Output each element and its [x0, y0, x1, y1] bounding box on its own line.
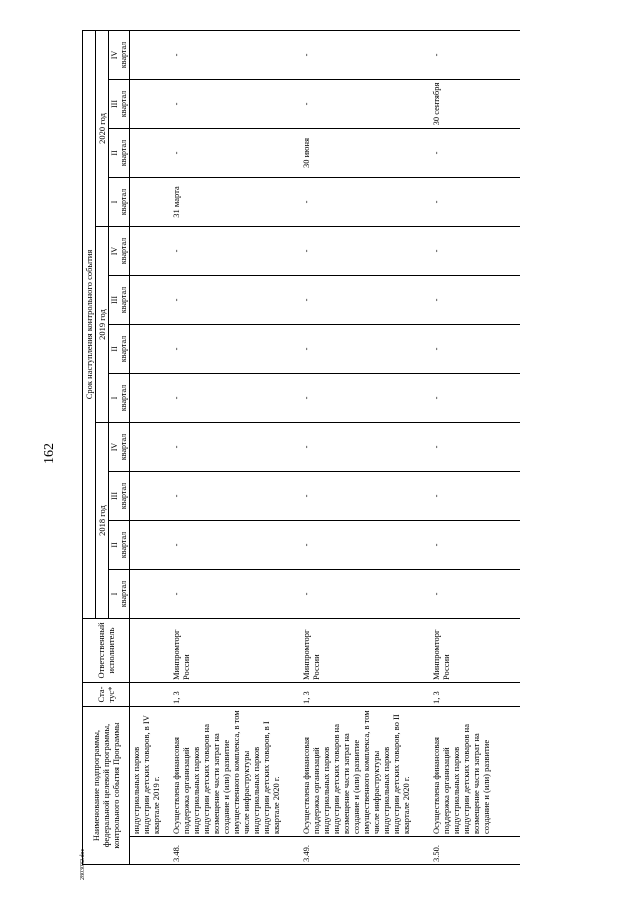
header-quarter	[109, 276, 130, 325]
row-quarter-value: -	[170, 227, 300, 276]
row-quarter-value: 30 сентября	[430, 80, 520, 129]
row-quarter-value: -	[170, 325, 300, 374]
row-quarter-value: 30 июня	[300, 129, 430, 178]
control-events-table	[82, 30, 520, 865]
quarter-word: квартал	[119, 237, 128, 265]
header-quarter	[109, 325, 130, 374]
row-quarter-value: -	[170, 276, 300, 325]
quarter-word: квартал	[119, 90, 128, 118]
row-executor	[130, 619, 170, 683]
row-executor: Минпромторг России	[430, 619, 520, 683]
row-quarter-value: -	[300, 570, 430, 619]
header-quarter	[109, 30, 130, 79]
quarter-numeral: I	[110, 200, 119, 204]
quarter-numeral: II	[110, 150, 119, 156]
header-name: Наименование подпрограммы, федеральной целевой программы, контрольного события Программы	[83, 707, 130, 865]
header-year-2018: 2018 год	[96, 423, 109, 619]
row-quarter-value: -	[300, 472, 430, 521]
quarter-numeral: IV	[110, 442, 119, 452]
row-status: 1, 3	[170, 683, 300, 707]
row-quarter-value: -	[430, 30, 520, 79]
row-quarter-value: -	[300, 325, 430, 374]
header-quarter	[109, 521, 130, 570]
row-name: индустриальных парков индустрии детских товаров, в IV квартале 2019 г.	[130, 707, 170, 837]
table-header	[83, 30, 130, 864]
row-name: Осуществлена финансовая поддержка организаций индустриальных парков индустрии детских товаров на возмещение части затрат на создание и (или) развитие имущественного комплекса, в том числе инфраструктуры индустриальных парков индустрии детских товаров, в I квартале 2020 г.	[170, 707, 300, 837]
row-executor: Минпромторг России	[300, 619, 430, 683]
row-status: 1, 3	[300, 683, 430, 707]
row-quarter-value	[130, 472, 170, 521]
quarter-numeral: III	[110, 100, 119, 108]
row-quarter-value	[130, 30, 170, 79]
quarter-numeral: II	[110, 346, 119, 352]
row-quarter-value	[130, 178, 170, 227]
header-quarter	[109, 129, 130, 178]
row-quarter-value	[130, 129, 170, 178]
header-year-2020: 2020 год	[96, 30, 109, 226]
row-quarter-value: -	[300, 374, 430, 423]
row-quarter-value: -	[430, 570, 520, 619]
header-quarter	[109, 374, 130, 423]
row-status: 1, 3	[430, 683, 520, 707]
quarter-numeral: II	[110, 542, 119, 548]
row-quarter-value: -	[430, 325, 520, 374]
header-quarter	[109, 80, 130, 129]
row-quarter-value	[130, 570, 170, 619]
header-year-2019: 2019 год	[96, 227, 109, 423]
row-quarter-value: -	[430, 276, 520, 325]
quarter-word: квартал	[119, 580, 128, 608]
row-quarter-value: -	[300, 423, 430, 472]
quarter-word: квартал	[119, 139, 128, 167]
row-quarter-value: -	[430, 129, 520, 178]
row-number	[130, 837, 170, 865]
page-number: 162	[42, 443, 57, 464]
row-quarter-value: -	[170, 374, 300, 423]
row-quarter-value	[130, 276, 170, 325]
table-row	[170, 30, 300, 864]
row-quarter-value: -	[300, 178, 430, 227]
row-quarter-value	[130, 227, 170, 276]
row-quarter-value: -	[300, 80, 430, 129]
header-quarter	[109, 423, 130, 472]
row-quarter-value: -	[300, 276, 430, 325]
row-quarter-value: -	[430, 374, 520, 423]
footer-doc-id: 2803032.doc	[80, 848, 86, 880]
quarter-word: квартал	[119, 188, 128, 216]
row-quarter-value: -	[170, 472, 300, 521]
row-quarter-value: -	[430, 472, 520, 521]
quarter-word: квартал	[119, 531, 128, 559]
quarter-numeral: I	[110, 396, 119, 400]
row-quarter-value: -	[170, 129, 300, 178]
row-number: 3.49.	[300, 837, 430, 865]
row-quarter-value: -	[170, 30, 300, 79]
quarter-word: квартал	[119, 384, 128, 412]
header-quarter	[109, 178, 130, 227]
row-quarter-value: -	[300, 521, 430, 570]
row-quarter-value: -	[300, 30, 430, 79]
row-quarter-value: -	[170, 570, 300, 619]
row-executor: Минпромторг России	[170, 619, 300, 683]
row-quarter-value: -	[300, 227, 430, 276]
header-date-group: Срок наступления контрольного события	[83, 30, 96, 618]
row-quarter-value: 31 марта	[170, 178, 300, 227]
quarter-word: квартал	[119, 482, 128, 510]
quarter-numeral: I	[110, 592, 119, 596]
header-executor: Ответственный исполнитель	[83, 619, 130, 683]
row-quarter-value: -	[170, 80, 300, 129]
quarter-word: квартал	[119, 335, 128, 363]
header-quarter	[109, 227, 130, 276]
table-row	[130, 30, 170, 864]
row-quarter-value: -	[430, 227, 520, 276]
header-status: Ста- тус*	[83, 683, 130, 707]
row-quarter-value: -	[170, 521, 300, 570]
row-status	[130, 683, 170, 707]
row-quarter-value	[130, 80, 170, 129]
row-quarter-value	[130, 374, 170, 423]
row-quarter-value: -	[170, 423, 300, 472]
quarter-numeral: IV	[110, 50, 119, 60]
row-number: 3.48.	[170, 837, 300, 865]
row-quarter-value: -	[430, 423, 520, 472]
table-row	[430, 30, 520, 864]
row-quarter-value	[130, 325, 170, 374]
quarter-numeral: III	[110, 492, 119, 500]
row-name: Осуществлена финансовая поддержка организаций индустриальных парков индустрии детских товаров на возмещение части затрат на создание и (или) развитие имущественного комплекса, в том числе инфраструктуры индустриальных парков индустрии детских товаров, во II квартале 2020 г.	[300, 707, 430, 837]
row-quarter-value	[130, 521, 170, 570]
row-number: 3.50.	[430, 837, 520, 865]
quarter-word: квартал	[119, 41, 128, 69]
quarter-numeral: IV	[110, 246, 119, 256]
table-row	[300, 30, 430, 864]
row-quarter-value	[130, 423, 170, 472]
row-name: Осуществлена финансовая поддержка организаций индустриальных парков индустрии детских товаров на возмещение части затрат на создание и (или) развитие	[430, 707, 520, 837]
quarter-numeral: III	[110, 296, 119, 304]
row-quarter-value: -	[430, 521, 520, 570]
quarter-word: квартал	[119, 286, 128, 314]
header-quarter	[109, 472, 130, 521]
quarter-word: квартал	[119, 433, 128, 461]
header-quarter	[109, 570, 130, 619]
rotated-table-container	[82, 35, 637, 865]
table-body	[130, 30, 520, 864]
row-quarter-value: -	[430, 178, 520, 227]
